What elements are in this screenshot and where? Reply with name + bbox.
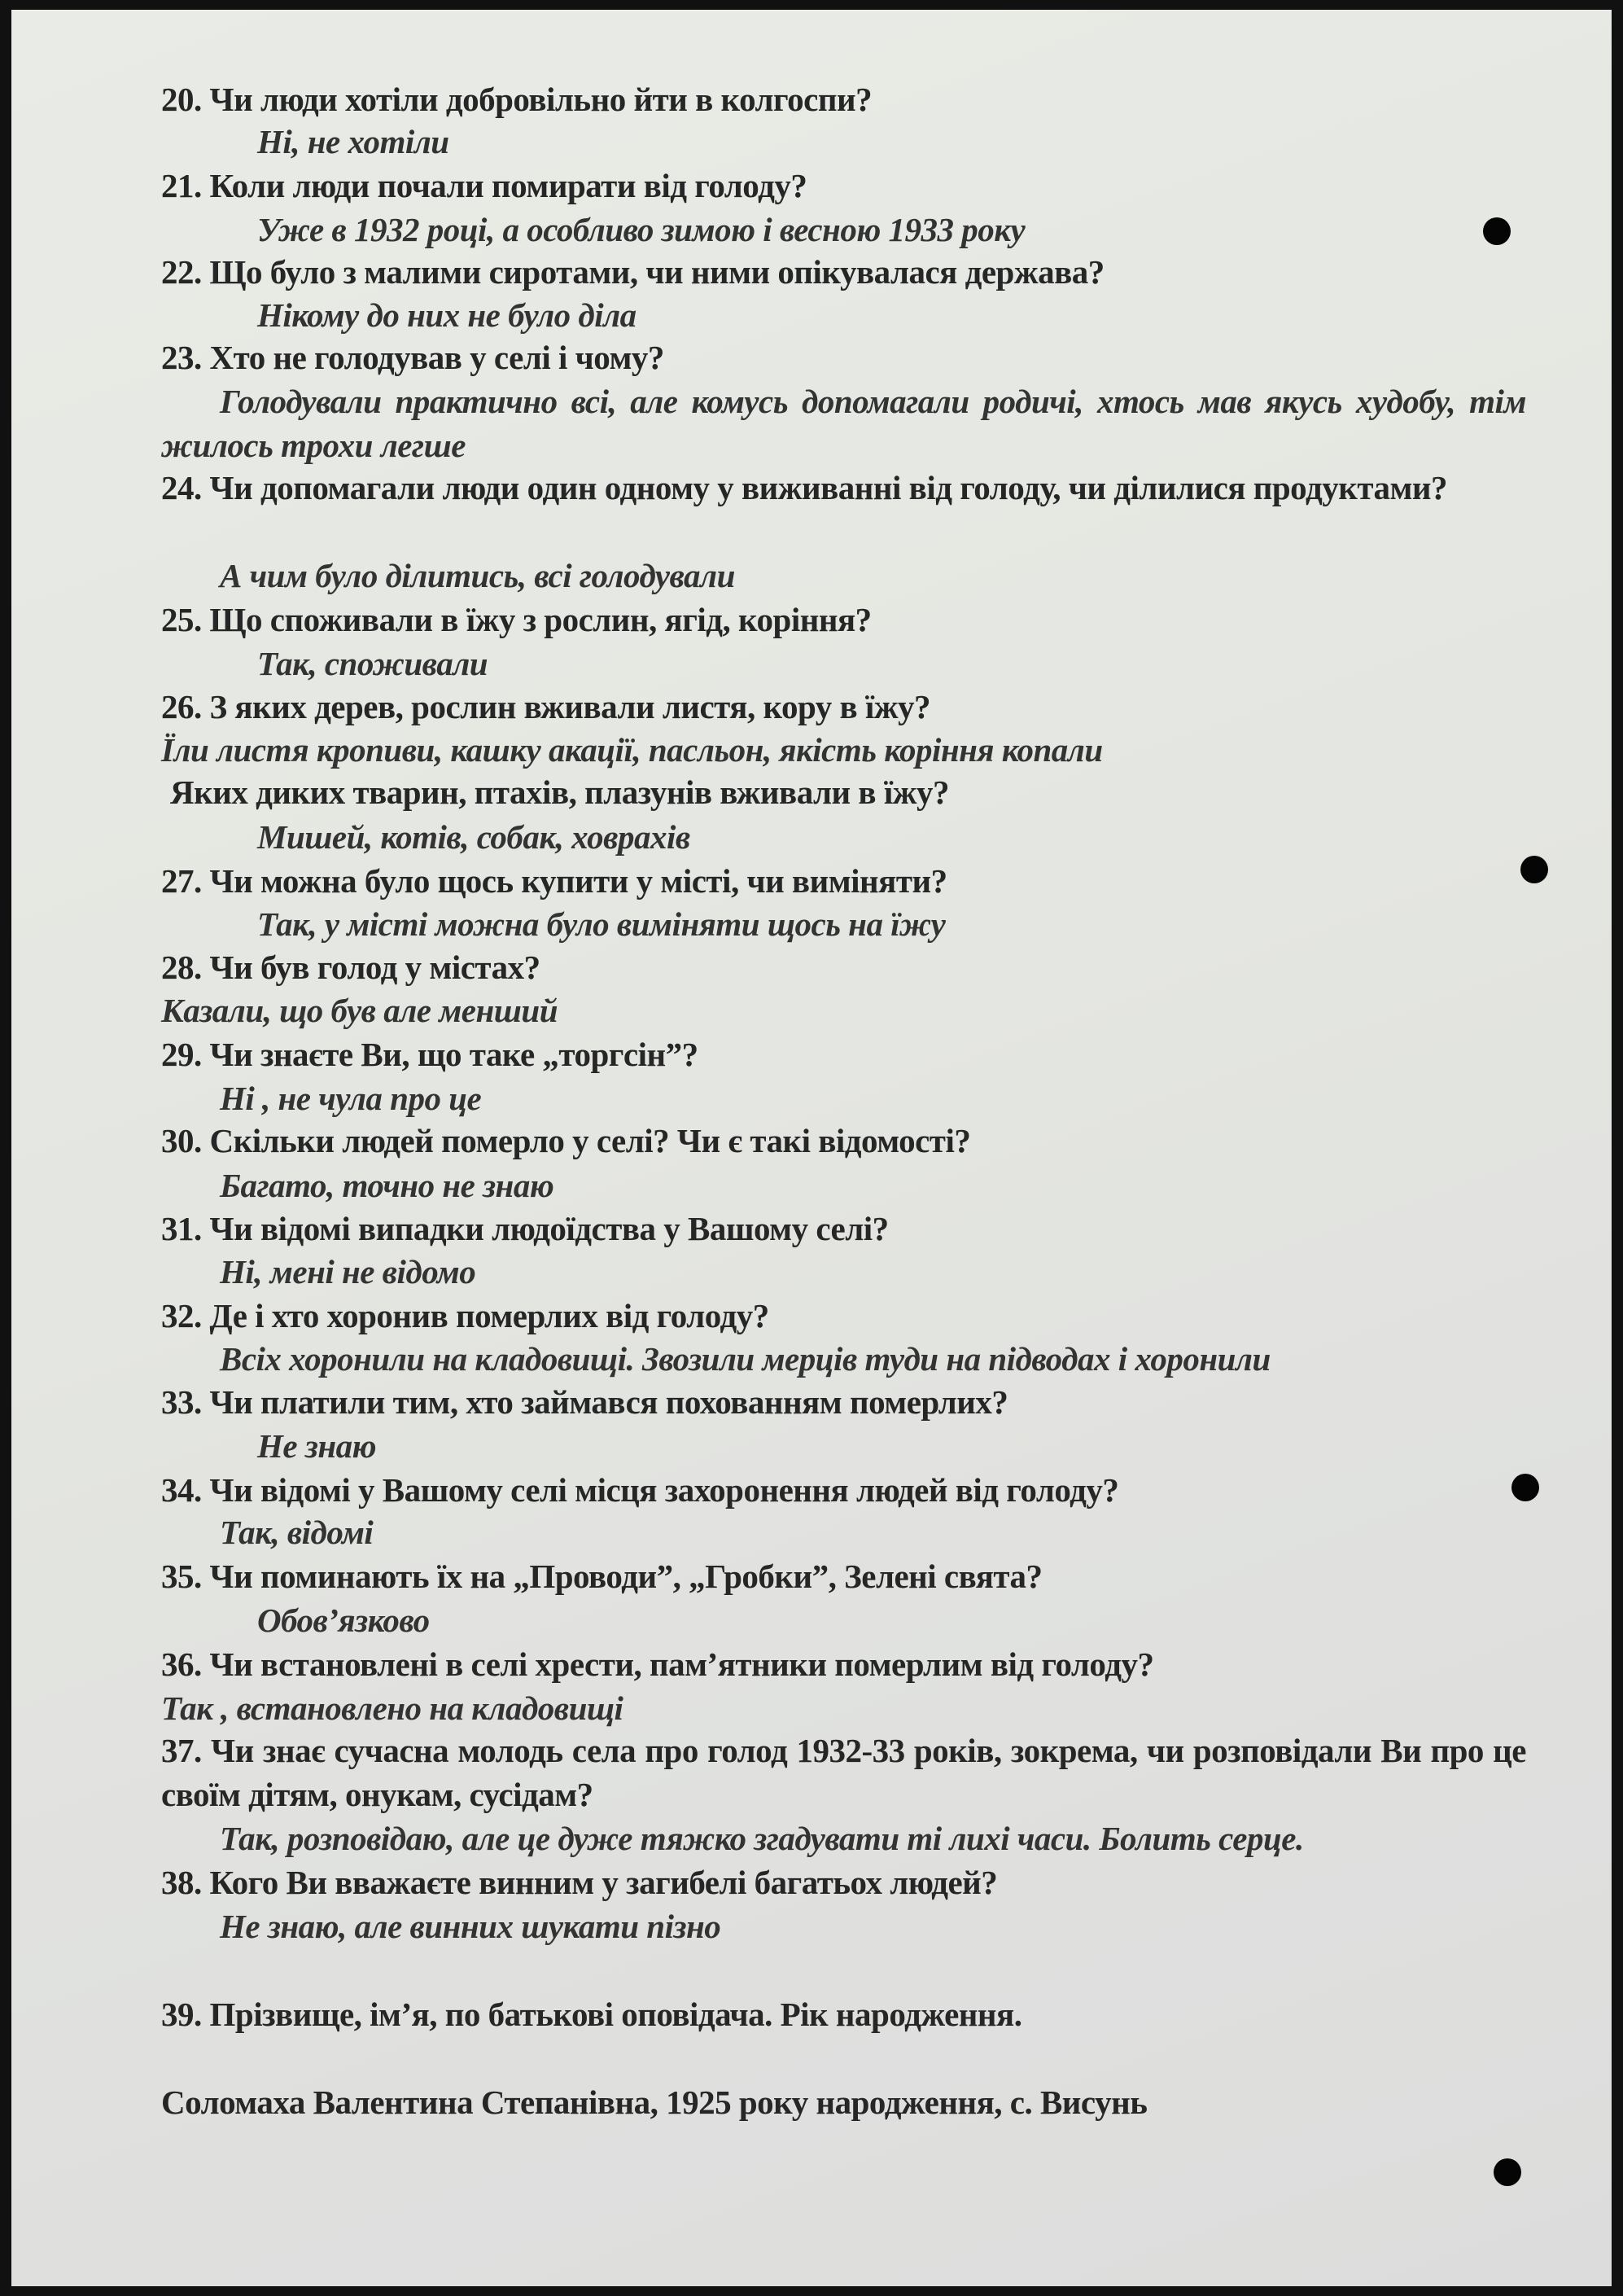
question-26-sub: Яких диких тварин, птахів, плазунів вживали в їжу? xyxy=(170,773,949,811)
question-35: 35. Чи поминають їх на „Проводи”, „Гробки”, Зелені свята? xyxy=(161,1558,1043,1595)
answer-38: Не знаю, але винних шукати пізно xyxy=(220,1908,721,1945)
answer-28: Казали, що був але менший xyxy=(161,992,558,1029)
question-24: 24. Чи допомагали люди один одному у виживанні від голоду, чи ділилися продуктами? xyxy=(161,469,1448,506)
answer-26-sub: Мишей, котів, собак, ховрахів xyxy=(257,818,690,856)
answer-27: Так, у місті можна було виміняти щось на їжу xyxy=(257,905,946,943)
question-28: 28. Чи був голод у містах? xyxy=(161,949,540,986)
punch-hole xyxy=(1494,2158,1521,2186)
answer-34: Так, відомі xyxy=(220,1514,374,1551)
answer-35: Обов’язково xyxy=(257,1602,430,1639)
question-37: 37. Чи знає сучасна молодь села про голод 1932-33 років, зокрема, чи розповідали Ви про це своїм дітям, онукам, сусідам? xyxy=(161,1732,1526,1813)
question-34: 34. Чи відомі у Вашому селі місця захоронення людей від голоду? xyxy=(161,1471,1119,1509)
answer-37: Так, розповідаю, але це дуже тяжко згадувати ті лихі часи. Болить серце. xyxy=(220,1820,1304,1857)
answer-31: Ні, мені не відомо xyxy=(220,1253,476,1290)
punch-hole xyxy=(1511,1474,1539,1501)
answer-25: Так, споживали xyxy=(257,645,488,682)
answer-24: А чим було ділитись, всі голодували xyxy=(220,557,735,594)
question-26: 26. З яких дерев, рослин вживали листя, кору в їжу? xyxy=(161,688,931,725)
question-31: 31. Чи відомі випадки людоїдства у Вашому селі? xyxy=(161,1210,889,1247)
question-22: 22. Що було з малими сиротами, чи ними опікувалася держава? xyxy=(161,253,1105,291)
answer-36: Так , встановлено на кладовищі xyxy=(161,1689,623,1727)
question-23: 23. Хто не голодував у селі і чому? xyxy=(161,339,664,376)
question-29: 29. Чи знаєте Ви, що таке „торгсін”? xyxy=(161,1036,698,1073)
punch-hole xyxy=(1483,217,1511,245)
question-33: 33. Чи платили тим, хто займався похованням померлих? xyxy=(161,1383,1008,1421)
answer-20: Ні, не хотіли xyxy=(257,123,449,160)
answer-21: Уже в 1932 році, а особливо зимою і весною 1933 року xyxy=(257,211,1026,248)
question-30: 30. Скільки людей померло у селі? Чи є такі відомості? xyxy=(161,1122,971,1159)
question-32: 32. Де і хто хоронив померлих від голоду? xyxy=(161,1297,769,1334)
answer-30: Багато, точно не знаю xyxy=(220,1167,554,1204)
question-38: 38. Кого Ви вважаєте винним у загибелі багатьох людей? xyxy=(161,1864,998,1901)
question-20: 20. Чи люди хотіли добровільно йти в колгоспи? xyxy=(161,81,873,118)
question-36: 36. Чи встановлені в селі хрести, пам’ятники померлим від голоду? xyxy=(161,1645,1154,1683)
answer-22: Нікому до них не було діла xyxy=(257,296,637,334)
question-27: 27. Чи можна було щось купити у місті, чи виміняти? xyxy=(161,862,947,900)
narrator-info: Соломаха Валентина Степанівна, 1925 року народження, с. Висунь xyxy=(161,2083,1148,2121)
answer-26: Їли листя кропиви, кашку акації, пасльон, якість коріння копали xyxy=(161,731,1103,769)
question-39: 39. Прізвище, ім’я, по батькові оповідача. Рік народження. xyxy=(161,1996,1022,2033)
question-25: 25. Що споживали в їжу з рослин, ягід, коріння? xyxy=(161,601,872,638)
answer-33: Не знаю xyxy=(257,1427,377,1465)
question-21: 21. Коли люди почали помирати від голоду? xyxy=(161,167,807,204)
answer-23: Голодували практично всі, але комусь допомагали родичі, хтось мав якусь худобу, тім жилось трохи легше xyxy=(161,383,1526,464)
answer-29: Ні , не чула про це xyxy=(220,1080,482,1117)
answer-32: Всіх хоронили на кладовищі. Звозили мерців туди на підводах і хоронили xyxy=(220,1340,1271,1378)
punch-hole xyxy=(1520,856,1548,883)
